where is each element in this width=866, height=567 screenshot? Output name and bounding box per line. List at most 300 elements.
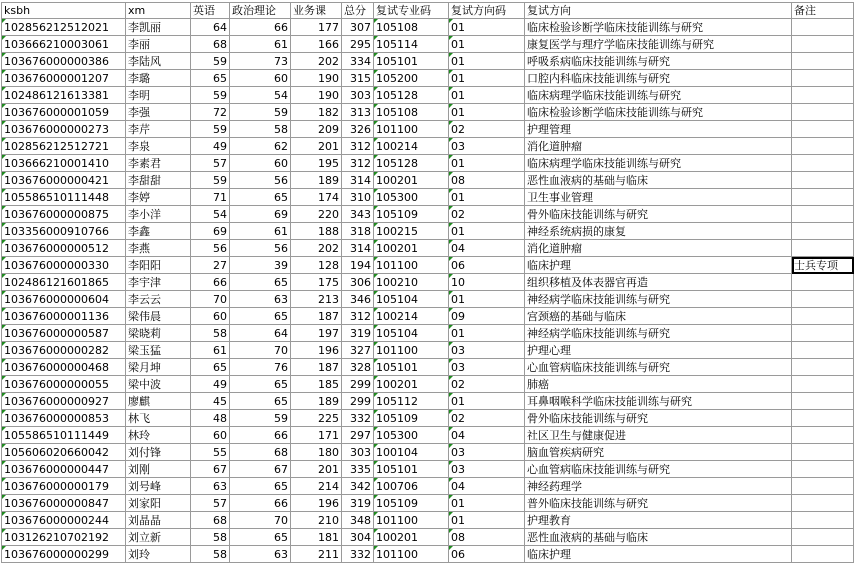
cell-xm[interactable]: 刘立新 xyxy=(126,529,191,546)
cell-english[interactable]: 61 xyxy=(191,342,230,359)
cell-politics[interactable]: 59 xyxy=(230,410,291,427)
cell-retest-major-code[interactable]: 105108 xyxy=(374,19,449,36)
cell-retest-direction[interactable]: 组织移植及体表器官再造 xyxy=(525,274,792,291)
cell-major-course[interactable]: 171 xyxy=(291,427,342,444)
cell-ksbh[interactable]: 103676000001136 xyxy=(2,308,126,325)
cell-english[interactable]: 59 xyxy=(191,87,230,104)
cell-retest-major-code[interactable]: 105128 xyxy=(374,155,449,172)
cell-retest-direction[interactable]: 骨外临床技能训练与研究 xyxy=(525,206,792,223)
cell-retest-major-code[interactable]: 105128 xyxy=(374,87,449,104)
cell-politics[interactable]: 63 xyxy=(230,291,291,308)
cell-retest-direction-code[interactable]: 06 xyxy=(449,546,525,563)
cell-xm[interactable]: 梁中波 xyxy=(126,376,191,393)
cell-ksbh[interactable]: 103356000910766 xyxy=(2,223,126,240)
cell-retest-direction[interactable]: 消化道肿瘤 xyxy=(525,138,792,155)
column-header-xm[interactable]: xm xyxy=(126,3,191,19)
cell-major-course[interactable]: 196 xyxy=(291,342,342,359)
cell-total[interactable]: 342 xyxy=(342,478,374,495)
cell-major-course[interactable]: 177 xyxy=(291,19,342,36)
cell-retest-major-code[interactable]: 101100 xyxy=(374,257,449,274)
cell-remark[interactable] xyxy=(792,53,854,70)
cell-retest-direction-code[interactable]: 01 xyxy=(449,104,525,121)
cell-xm[interactable]: 李云云 xyxy=(126,291,191,308)
cell-retest-major-code[interactable]: 105109 xyxy=(374,206,449,223)
cell-english[interactable]: 71 xyxy=(191,189,230,206)
cell-politics[interactable]: 54 xyxy=(230,87,291,104)
cell-retest-direction-code[interactable]: 01 xyxy=(449,189,525,206)
cell-retest-major-code[interactable]: 100104 xyxy=(374,444,449,461)
cell-retest-major-code[interactable]: 100215 xyxy=(374,223,449,240)
cell-major-course[interactable]: 174 xyxy=(291,189,342,206)
cell-retest-direction-code[interactable]: 10 xyxy=(449,274,525,291)
cell-xm[interactable]: 梁玉猛 xyxy=(126,342,191,359)
column-header-remark[interactable]: 备注 xyxy=(792,3,854,19)
cell-ksbh[interactable]: 103676000000447 xyxy=(2,461,126,478)
cell-total[interactable]: 326 xyxy=(342,121,374,138)
cell-politics[interactable]: 70 xyxy=(230,342,291,359)
cell-retest-direction-code[interactable]: 01 xyxy=(449,223,525,240)
cell-major-course[interactable]: 201 xyxy=(291,461,342,478)
cell-ksbh[interactable]: 103676000000421 xyxy=(2,172,126,189)
cell-total[interactable]: 332 xyxy=(342,410,374,427)
cell-major-course[interactable]: 209 xyxy=(291,121,342,138)
cell-ksbh[interactable]: 103676000000587 xyxy=(2,325,126,342)
column-header-english[interactable]: 英语 xyxy=(191,3,230,19)
cell-english[interactable]: 68 xyxy=(191,36,230,53)
cell-xm[interactable]: 李璐 xyxy=(126,70,191,87)
cell-total[interactable]: 328 xyxy=(342,359,374,376)
cell-remark[interactable] xyxy=(792,444,854,461)
cell-major-course[interactable]: 214 xyxy=(291,478,342,495)
cell-ksbh[interactable]: 103676000000055 xyxy=(2,376,126,393)
cell-retest-direction-code[interactable]: 01 xyxy=(449,87,525,104)
column-header-ksbh[interactable]: ksbh xyxy=(2,3,126,19)
cell-retest-direction[interactable]: 临床检验诊断学临床技能训练与研究 xyxy=(525,104,792,121)
cell-ksbh[interactable]: 103676000000927 xyxy=(2,393,126,410)
cell-retest-direction[interactable]: 呼吸系病临床技能训练与研究 xyxy=(525,53,792,70)
cell-xm[interactable]: 李甜甜 xyxy=(126,172,191,189)
cell-retest-direction-code[interactable]: 01 xyxy=(449,512,525,529)
cell-remark[interactable] xyxy=(792,546,854,563)
cell-total[interactable]: 319 xyxy=(342,325,374,342)
cell-total[interactable]: 297 xyxy=(342,427,374,444)
cell-remark[interactable] xyxy=(792,274,854,291)
cell-total[interactable]: 304 xyxy=(342,529,374,546)
cell-english[interactable]: 58 xyxy=(191,546,230,563)
cell-xm[interactable]: 李陆风 xyxy=(126,53,191,70)
cell-major-course[interactable]: 187 xyxy=(291,308,342,325)
cell-remark[interactable] xyxy=(792,223,854,240)
cell-remark[interactable]: 士兵专项 xyxy=(792,257,854,274)
cell-total[interactable]: 299 xyxy=(342,376,374,393)
cell-retest-direction-code[interactable]: 04 xyxy=(449,240,525,257)
cell-total[interactable]: 314 xyxy=(342,172,374,189)
cell-retest-major-code[interactable]: 105101 xyxy=(374,359,449,376)
cell-remark[interactable] xyxy=(792,478,854,495)
cell-xm[interactable]: 梁伟晨 xyxy=(126,308,191,325)
cell-retest-direction[interactable]: 心血管病临床技能训练与研究 xyxy=(525,461,792,478)
cell-retest-major-code[interactable]: 105108 xyxy=(374,104,449,121)
cell-xm[interactable]: 李丽 xyxy=(126,36,191,53)
cell-retest-major-code[interactable]: 100201 xyxy=(374,240,449,257)
cell-total[interactable]: 318 xyxy=(342,223,374,240)
cell-total[interactable]: 346 xyxy=(342,291,374,308)
cell-xm[interactable]: 刘付锋 xyxy=(126,444,191,461)
cell-retest-direction[interactable]: 宫颈癌的基础与临床 xyxy=(525,308,792,325)
column-header-retest-direction[interactable]: 复试方向 xyxy=(525,3,792,19)
cell-retest-direction[interactable]: 康复医学与理疗学临床技能训练与研究 xyxy=(525,36,792,53)
cell-remark[interactable] xyxy=(792,529,854,546)
cell-english[interactable]: 56 xyxy=(191,240,230,257)
cell-xm[interactable]: 李明 xyxy=(126,87,191,104)
cell-total[interactable]: 343 xyxy=(342,206,374,223)
cell-remark[interactable] xyxy=(792,308,854,325)
cell-english[interactable]: 45 xyxy=(191,393,230,410)
cell-english[interactable]: 66 xyxy=(191,274,230,291)
cell-total[interactable]: 303 xyxy=(342,444,374,461)
cell-retest-direction-code[interactable]: 03 xyxy=(449,461,525,478)
column-header-major-course[interactable]: 业务课 xyxy=(291,3,342,19)
column-header-total[interactable]: 总分 xyxy=(342,3,374,19)
cell-retest-direction[interactable]: 脑血管疾病研究 xyxy=(525,444,792,461)
cell-remark[interactable] xyxy=(792,240,854,257)
cell-ksbh[interactable]: 103676000000468 xyxy=(2,359,126,376)
cell-politics[interactable]: 61 xyxy=(230,36,291,53)
cell-english[interactable]: 55 xyxy=(191,444,230,461)
cell-remark[interactable] xyxy=(792,495,854,512)
cell-total[interactable]: 313 xyxy=(342,104,374,121)
cell-major-course[interactable]: 180 xyxy=(291,444,342,461)
cell-retest-direction-code[interactable]: 06 xyxy=(449,257,525,274)
cell-retest-major-code[interactable]: 100201 xyxy=(374,529,449,546)
cell-remark[interactable] xyxy=(792,19,854,36)
cell-remark[interactable] xyxy=(792,155,854,172)
cell-xm[interactable]: 刘号峰 xyxy=(126,478,191,495)
cell-ksbh[interactable]: 103676000000386 xyxy=(2,53,126,70)
column-header-retest-major-code[interactable]: 复试专业码 xyxy=(374,3,449,19)
cell-xm[interactable]: 刘玲 xyxy=(126,546,191,563)
cell-english[interactable]: 58 xyxy=(191,529,230,546)
cell-retest-major-code[interactable]: 105300 xyxy=(374,189,449,206)
cell-politics[interactable]: 60 xyxy=(230,155,291,172)
cell-xm[interactable]: 刘刚 xyxy=(126,461,191,478)
cell-xm[interactable]: 李宇津 xyxy=(126,274,191,291)
cell-remark[interactable] xyxy=(792,512,854,529)
cell-retest-major-code[interactable]: 100210 xyxy=(374,274,449,291)
cell-english[interactable]: 58 xyxy=(191,325,230,342)
column-header-retest-direction-code[interactable]: 复试方向码 xyxy=(449,3,525,19)
cell-total[interactable]: 307 xyxy=(342,19,374,36)
cell-retest-direction-code[interactable]: 01 xyxy=(449,393,525,410)
cell-xm[interactable]: 刘家阳 xyxy=(126,495,191,512)
cell-retest-direction[interactable]: 神经药理学 xyxy=(525,478,792,495)
cell-remark[interactable] xyxy=(792,427,854,444)
cell-retest-direction-code[interactable]: 02 xyxy=(449,121,525,138)
cell-xm[interactable]: 李鑫 xyxy=(126,223,191,240)
cell-ksbh[interactable]: 103676000000847 xyxy=(2,495,126,512)
cell-politics[interactable]: 66 xyxy=(230,495,291,512)
cell-ksbh[interactable]: 103676000000604 xyxy=(2,291,126,308)
cell-english[interactable]: 48 xyxy=(191,410,230,427)
cell-politics[interactable]: 56 xyxy=(230,240,291,257)
column-header-politics[interactable]: 政治理论 xyxy=(230,3,291,19)
cell-remark[interactable] xyxy=(792,359,854,376)
cell-politics[interactable]: 60 xyxy=(230,70,291,87)
cell-retest-direction-code[interactable]: 01 xyxy=(449,19,525,36)
cell-politics[interactable]: 65 xyxy=(230,478,291,495)
cell-retest-direction[interactable]: 肺癌 xyxy=(525,376,792,393)
cell-major-course[interactable]: 175 xyxy=(291,274,342,291)
cell-remark[interactable] xyxy=(792,70,854,87)
cell-major-course[interactable]: 128 xyxy=(291,257,342,274)
cell-english[interactable]: 68 xyxy=(191,512,230,529)
cell-total[interactable]: 332 xyxy=(342,546,374,563)
cell-major-course[interactable]: 197 xyxy=(291,325,342,342)
cell-politics[interactable]: 65 xyxy=(230,274,291,291)
cell-retest-major-code[interactable]: 100214 xyxy=(374,308,449,325)
cell-major-course[interactable]: 211 xyxy=(291,546,342,563)
cell-retest-major-code[interactable]: 101100 xyxy=(374,546,449,563)
cell-xm[interactable]: 李强 xyxy=(126,104,191,121)
cell-total[interactable]: 334 xyxy=(342,53,374,70)
cell-total[interactable]: 306 xyxy=(342,274,374,291)
cell-major-course[interactable]: 195 xyxy=(291,155,342,172)
cell-ksbh[interactable]: 102486121601865 xyxy=(2,274,126,291)
cell-politics[interactable]: 73 xyxy=(230,53,291,70)
cell-english[interactable]: 27 xyxy=(191,257,230,274)
cell-retest-direction[interactable]: 心血管病临床技能训练与研究 xyxy=(525,359,792,376)
cell-xm[interactable]: 刘晶晶 xyxy=(126,512,191,529)
cell-english[interactable]: 72 xyxy=(191,104,230,121)
cell-retest-direction-code[interactable]: 08 xyxy=(449,172,525,189)
cell-english[interactable]: 65 xyxy=(191,359,230,376)
cell-politics[interactable]: 67 xyxy=(230,461,291,478)
cell-xm[interactable]: 李凯丽 xyxy=(126,19,191,36)
cell-retest-direction-code[interactable]: 09 xyxy=(449,308,525,325)
cell-politics[interactable]: 76 xyxy=(230,359,291,376)
cell-major-course[interactable]: 181 xyxy=(291,529,342,546)
cell-retest-direction[interactable]: 耳鼻咽喉科学临床技能训练与研究 xyxy=(525,393,792,410)
cell-retest-major-code[interactable]: 100214 xyxy=(374,138,449,155)
cell-ksbh[interactable]: 102856212512021 xyxy=(2,19,126,36)
cell-total[interactable]: 303 xyxy=(342,87,374,104)
cell-remark[interactable] xyxy=(792,410,854,427)
cell-ksbh[interactable]: 103676000000853 xyxy=(2,410,126,427)
cell-retest-direction-code[interactable]: 01 xyxy=(449,70,525,87)
cell-ksbh[interactable]: 103676000001207 xyxy=(2,70,126,87)
cell-english[interactable]: 65 xyxy=(191,70,230,87)
cell-total[interactable]: 314 xyxy=(342,240,374,257)
cell-english[interactable]: 49 xyxy=(191,138,230,155)
cell-remark[interactable] xyxy=(792,121,854,138)
cell-retest-major-code[interactable]: 105101 xyxy=(374,461,449,478)
cell-major-course[interactable]: 202 xyxy=(291,53,342,70)
cell-retest-direction-code[interactable]: 02 xyxy=(449,376,525,393)
cell-retest-major-code[interactable]: 101100 xyxy=(374,512,449,529)
cell-retest-major-code[interactable]: 105300 xyxy=(374,427,449,444)
cell-english[interactable]: 70 xyxy=(191,291,230,308)
cell-remark[interactable] xyxy=(792,291,854,308)
cell-retest-direction-code[interactable]: 03 xyxy=(449,359,525,376)
cell-retest-direction[interactable]: 社区卫生与健康促进 xyxy=(525,427,792,444)
cell-ksbh[interactable]: 105586510111448 xyxy=(2,189,126,206)
cell-retest-direction[interactable]: 口腔内科临床技能训练与研究 xyxy=(525,70,792,87)
cell-retest-direction-code[interactable]: 01 xyxy=(449,325,525,342)
cell-politics[interactable]: 56 xyxy=(230,172,291,189)
cell-ksbh[interactable]: 103676000000273 xyxy=(2,121,126,138)
cell-total[interactable]: 315 xyxy=(342,70,374,87)
cell-retest-direction[interactable]: 临床护理 xyxy=(525,257,792,274)
cell-retest-direction[interactable]: 恶性血液病的基础与临床 xyxy=(525,529,792,546)
cell-total[interactable]: 335 xyxy=(342,461,374,478)
cell-total[interactable]: 312 xyxy=(342,308,374,325)
cell-english[interactable]: 59 xyxy=(191,172,230,189)
cell-retest-direction[interactable]: 消化道肿瘤 xyxy=(525,240,792,257)
cell-xm[interactable]: 林飞 xyxy=(126,410,191,427)
cell-english[interactable]: 67 xyxy=(191,461,230,478)
cell-xm[interactable]: 李燕 xyxy=(126,240,191,257)
cell-politics[interactable]: 69 xyxy=(230,206,291,223)
cell-english[interactable]: 59 xyxy=(191,53,230,70)
cell-retest-major-code[interactable]: 105109 xyxy=(374,495,449,512)
cell-politics[interactable]: 68 xyxy=(230,444,291,461)
cell-ksbh[interactable]: 103676000000282 xyxy=(2,342,126,359)
cell-politics[interactable]: 63 xyxy=(230,546,291,563)
cell-major-course[interactable]: 166 xyxy=(291,36,342,53)
cell-retest-direction-code[interactable]: 04 xyxy=(449,427,525,444)
cell-retest-major-code[interactable]: 100706 xyxy=(374,478,449,495)
cell-major-course[interactable]: 188 xyxy=(291,223,342,240)
cell-total[interactable]: 319 xyxy=(342,495,374,512)
cell-remark[interactable] xyxy=(792,138,854,155)
cell-retest-direction[interactable]: 临床检验诊断学临床技能训练与研究 xyxy=(525,19,792,36)
cell-retest-direction-code[interactable]: 02 xyxy=(449,206,525,223)
cell-total[interactable]: 310 xyxy=(342,189,374,206)
cell-retest-major-code[interactable]: 105109 xyxy=(374,410,449,427)
cell-english[interactable]: 59 xyxy=(191,121,230,138)
cell-retest-direction-code[interactable]: 03 xyxy=(449,444,525,461)
cell-retest-direction-code[interactable]: 04 xyxy=(449,478,525,495)
cell-xm[interactable]: 李婷 xyxy=(126,189,191,206)
cell-politics[interactable]: 65 xyxy=(230,529,291,546)
cell-retest-direction[interactable]: 护理管理 xyxy=(525,121,792,138)
cell-retest-major-code[interactable]: 100201 xyxy=(374,172,449,189)
cell-xm[interactable]: 林玲 xyxy=(126,427,191,444)
cell-politics[interactable]: 66 xyxy=(230,19,291,36)
cell-english[interactable]: 49 xyxy=(191,376,230,393)
cell-retest-direction[interactable]: 护理心理 xyxy=(525,342,792,359)
cell-xm[interactable]: 梁月坤 xyxy=(126,359,191,376)
cell-ksbh[interactable]: 105606020660042 xyxy=(2,444,126,461)
cell-major-course[interactable]: 189 xyxy=(291,172,342,189)
cell-total[interactable]: 348 xyxy=(342,512,374,529)
cell-ksbh[interactable]: 103676000000512 xyxy=(2,240,126,257)
cell-retest-major-code[interactable]: 101100 xyxy=(374,342,449,359)
cell-politics[interactable]: 65 xyxy=(230,393,291,410)
cell-major-course[interactable]: 220 xyxy=(291,206,342,223)
cell-xm[interactable]: 梁晓莉 xyxy=(126,325,191,342)
cell-major-course[interactable]: 196 xyxy=(291,495,342,512)
cell-retest-direction-code[interactable]: 03 xyxy=(449,138,525,155)
cell-retest-direction[interactable]: 临床病理学临床技能训练与研究 xyxy=(525,87,792,104)
cell-xm[interactable]: 李阳阳 xyxy=(126,257,191,274)
cell-politics[interactable]: 65 xyxy=(230,189,291,206)
cell-retest-direction-code[interactable]: 03 xyxy=(449,342,525,359)
cell-ksbh[interactable]: 103126210702192 xyxy=(2,529,126,546)
cell-retest-direction[interactable]: 临床护理 xyxy=(525,546,792,563)
cell-total[interactable]: 194 xyxy=(342,257,374,274)
cell-retest-direction[interactable]: 神经病学临床技能训练与研究 xyxy=(525,291,792,308)
cell-ksbh[interactable]: 102486121613381 xyxy=(2,87,126,104)
cell-retest-major-code[interactable]: 105114 xyxy=(374,36,449,53)
cell-remark[interactable] xyxy=(792,87,854,104)
cell-ksbh[interactable]: 103676000000299 xyxy=(2,546,126,563)
cell-english[interactable]: 57 xyxy=(191,495,230,512)
cell-politics[interactable]: 61 xyxy=(230,223,291,240)
cell-retest-direction[interactable]: 神经系统病损的康复 xyxy=(525,223,792,240)
cell-english[interactable]: 63 xyxy=(191,478,230,495)
cell-english[interactable]: 60 xyxy=(191,308,230,325)
cell-total[interactable]: 327 xyxy=(342,342,374,359)
cell-remark[interactable] xyxy=(792,342,854,359)
cell-retest-direction[interactable]: 恶性血液病的基础与临床 xyxy=(525,172,792,189)
cell-retest-direction[interactable]: 临床病理学临床技能训练与研究 xyxy=(525,155,792,172)
cell-retest-direction-code[interactable]: 02 xyxy=(449,410,525,427)
cell-xm[interactable]: 李芹 xyxy=(126,121,191,138)
cell-ksbh[interactable]: 103666210003061 xyxy=(2,36,126,53)
cell-ksbh[interactable]: 105586510111449 xyxy=(2,427,126,444)
cell-retest-major-code[interactable]: 105104 xyxy=(374,325,449,342)
cell-retest-direction-code[interactable]: 01 xyxy=(449,53,525,70)
cell-retest-direction-code[interactable]: 01 xyxy=(449,495,525,512)
cell-major-course[interactable]: 187 xyxy=(291,359,342,376)
cell-remark[interactable] xyxy=(792,376,854,393)
cell-remark[interactable] xyxy=(792,189,854,206)
cell-politics[interactable]: 39 xyxy=(230,257,291,274)
cell-ksbh[interactable]: 102856212512721 xyxy=(2,138,126,155)
cell-ksbh[interactable]: 103666210001410 xyxy=(2,155,126,172)
cell-major-course[interactable]: 190 xyxy=(291,70,342,87)
cell-politics[interactable]: 58 xyxy=(230,121,291,138)
cell-retest-major-code[interactable]: 101100 xyxy=(374,121,449,138)
cell-politics[interactable]: 66 xyxy=(230,427,291,444)
cell-retest-major-code[interactable]: 100201 xyxy=(374,376,449,393)
cell-retest-direction-code[interactable]: 01 xyxy=(449,291,525,308)
cell-xm[interactable]: 李泉 xyxy=(126,138,191,155)
cell-retest-major-code[interactable]: 105101 xyxy=(374,53,449,70)
cell-major-course[interactable]: 201 xyxy=(291,138,342,155)
cell-remark[interactable] xyxy=(792,325,854,342)
cell-ksbh[interactable]: 103676000000875 xyxy=(2,206,126,223)
cell-retest-direction[interactable]: 骨外临床技能训练与研究 xyxy=(525,410,792,427)
cell-major-course[interactable]: 189 xyxy=(291,393,342,410)
cell-politics[interactable]: 70 xyxy=(230,512,291,529)
cell-major-course[interactable]: 210 xyxy=(291,512,342,529)
cell-remark[interactable] xyxy=(792,393,854,410)
cell-xm[interactable]: 李素君 xyxy=(126,155,191,172)
cell-major-course[interactable]: 225 xyxy=(291,410,342,427)
cell-retest-direction[interactable]: 卫生事业管理 xyxy=(525,189,792,206)
cell-xm[interactable]: 李小洋 xyxy=(126,206,191,223)
cell-major-course[interactable]: 185 xyxy=(291,376,342,393)
cell-major-course[interactable]: 190 xyxy=(291,87,342,104)
cell-ksbh[interactable]: 103676000000179 xyxy=(2,478,126,495)
cell-remark[interactable] xyxy=(792,36,854,53)
cell-xm[interactable]: 廖麒 xyxy=(126,393,191,410)
cell-politics[interactable]: 65 xyxy=(230,376,291,393)
cell-major-course[interactable]: 213 xyxy=(291,291,342,308)
cell-remark[interactable] xyxy=(792,461,854,478)
